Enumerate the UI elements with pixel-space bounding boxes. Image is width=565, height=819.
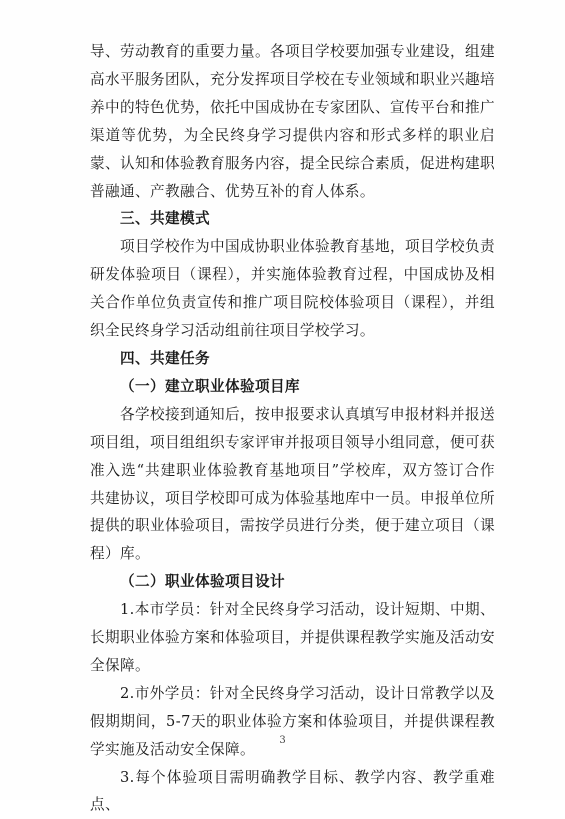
page-number: 3 [279,735,286,746]
section-heading-4: 四、共建任务 [120,349,210,367]
paragraph-cooperation-mode: 项目学校作为中国成协职业体验教育基地，项目学校负责研发体验项目（课程），并实施体验教育过程，中国成协及相关合作单位负责宣传和推广项目院校体验项目（课程），并组织全民终身学习活动组前往项目学校学习。 [90,238,495,340]
list-item-nonlocal-students: 2.市外学员：针对全民终身学习活动，设计日常教学以及假期期间，5-7天的职业体验方案和体验项目，并提供课程教学实施及活动安全保障。 [90,684,495,758]
subsection-heading-1: （一）建立职业体验项目库 [120,377,300,395]
section-heading-3: 三、共建模式 [120,210,210,228]
paragraph-project-library: 各学校接到通知后，按申报要求认真填写申报材料并报送项目组，项目组组织专家评审并报项目领导小组同意，便可获准入选“共建职业体验教育基地项目”学校库，双方签订合作共建协议，项目学校即可成为体验基地库中一员。申报单位所提供的职业体验项目，需按学员进行分类，便于建立项目（课程）库。 [90,405,495,563]
paragraph-intro: 导、劳动教育的重要力量。各项目学校要加强专业建设，组建高水平服务团队，充分发挥项目学校在专业领域和职业兴趣培养中的特色优势，依托中国成协在专家团队、宣传平台和推广渠道等优势，为全民终身学习提供内容和形式多样的职业启蒙、认知和体验教育服务内容，提全民综合素质，促进构建职普融通、产教融合、优势互补的育人体系。 [90,43,495,200]
list-item-project-requirements: 3.每个体验项目需明确教学目标、教学内容、教学重难点、 [90,768,495,814]
subsection-heading-2: （二）职业体验项目设计 [120,573,285,591]
document-body [90,38,495,819]
list-item-local-students: 1.本市学员：针对全民终身学习活动，设计短期、中期、长期职业体验方案和体验项目，并提供课程教学实施及活动安全保障。 [90,601,495,674]
